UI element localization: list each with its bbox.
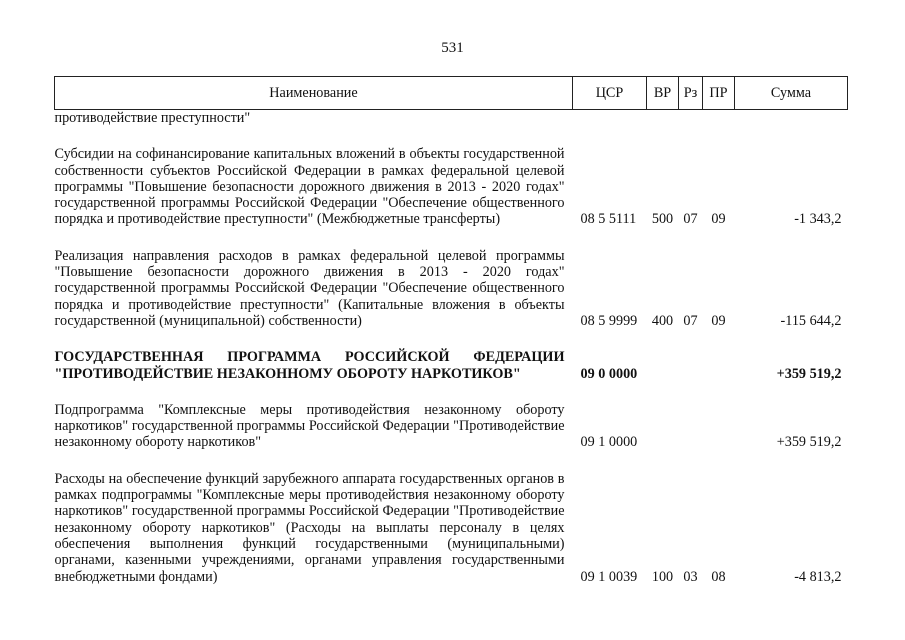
row-name: Субсидии на софинансирование капитальных вложений в объекты государственной собственности субъектов Российской Федерации в рамках федеральной целевой программы "Повышение безопасности дорожного движения в 2013 - 2020 годах" государственной программы Российской Федерации "Обеспечение общественного порядка и противодействие преступности" (Межбюджетные трансферты) <box>54 146 565 228</box>
row-pr: 09 <box>711 211 726 228</box>
table-header-row <box>55 77 848 110</box>
row-pr: 08 <box>711 568 726 585</box>
header-pr: ПР <box>703 77 735 110</box>
row-sum: +359 519,2 <box>776 434 842 451</box>
row-pr <box>703 110 735 127</box>
table-row <box>55 349 848 382</box>
row-pr <box>703 349 735 382</box>
budget-table <box>54 76 848 585</box>
header-vr: ВР <box>647 77 679 110</box>
row-name: Подпрограмма "Комплексные меры противодействия незаконному обороту наркотиков" государственной программы Российской Федерации "Противодействие незаконному обороту наркотиков" <box>54 401 565 451</box>
header-name: Наименование <box>55 77 573 110</box>
row-rz: 03 <box>683 568 698 585</box>
row-spacer <box>55 329 848 349</box>
row-csr: 08 5 5111 <box>580 211 637 228</box>
row-sum: -115 644,2 <box>780 312 842 329</box>
row-csr: 09 0 0000 <box>580 365 638 382</box>
row-sum <box>735 110 848 127</box>
row-vr: 500 <box>651 211 674 228</box>
row-rz: 07 <box>683 211 698 228</box>
header-sum: Сумма <box>735 77 848 110</box>
row-rz: 07 <box>683 312 698 329</box>
page-number: 531 <box>441 40 464 56</box>
row-spacer <box>55 228 848 248</box>
row-sum: +359 519,2 <box>776 365 842 382</box>
table-row <box>55 248 848 329</box>
row-name: ГОСУДАРСТВЕННАЯ ПРОГРАММА РОССИЙСКОЙ ФЕДЕРАЦИИ "ПРОТИВОДЕЙСТВИЕ НЕЗАКОННОМУ ОБОРОТУ НАРКОТИКОВ" <box>54 349 565 382</box>
header-csr: ЦСР <box>573 77 647 110</box>
row-vr <box>647 349 679 382</box>
row-name: Расходы на обеспечение функций зарубежного аппарата государственных органов в рамках подпрограммы "Комплексные меры противодействия незаконному обороту наркотиков" государственной программы Российской Федерации "Противодействие незаконному обороту наркотиков" (Расходы на выплаты персоналу в целях обеспечения выполнения функций государственными (муниципальными) органами, казенными учреждениями, органами управления государственными внебюджетными фондами) <box>54 470 565 585</box>
row-vr: 400 <box>651 312 674 329</box>
row-rz <box>679 402 703 451</box>
table-row <box>55 402 848 451</box>
row-sum: -1 343,2 <box>794 211 842 228</box>
row-pr: 09 <box>711 312 726 329</box>
row-rz <box>679 110 703 127</box>
row-csr: 08 5 9999 <box>580 312 638 329</box>
row-csr <box>573 110 647 127</box>
table-row <box>55 110 848 127</box>
header-rz: Рз <box>679 77 703 110</box>
row-sum: -4 813,2 <box>794 568 842 585</box>
row-spacer <box>55 451 848 471</box>
row-name: противодействие преступности" <box>54 110 251 126</box>
row-name: Реализация направления расходов в рамках федеральной целевой программы "Повышение безопасности дорожного движения в 2013 - 2020 годах" государственной программы Российской Федерации "Обеспечение общественного порядка и противодействие преступности" (Капитальные вложения в объекты государственной (муниципальной) собственности) <box>54 247 565 329</box>
row-pr <box>703 402 735 451</box>
row-spacer <box>55 126 848 146</box>
row-spacer <box>55 382 848 402</box>
table-row <box>55 471 848 585</box>
row-csr: 09 1 0000 <box>580 434 638 451</box>
row-vr <box>647 402 679 451</box>
row-rz <box>679 349 703 382</box>
row-vr: 100 <box>651 568 674 585</box>
row-csr: 09 1 0039 <box>580 568 638 585</box>
row-vr <box>647 110 679 127</box>
table-row <box>55 146 848 227</box>
